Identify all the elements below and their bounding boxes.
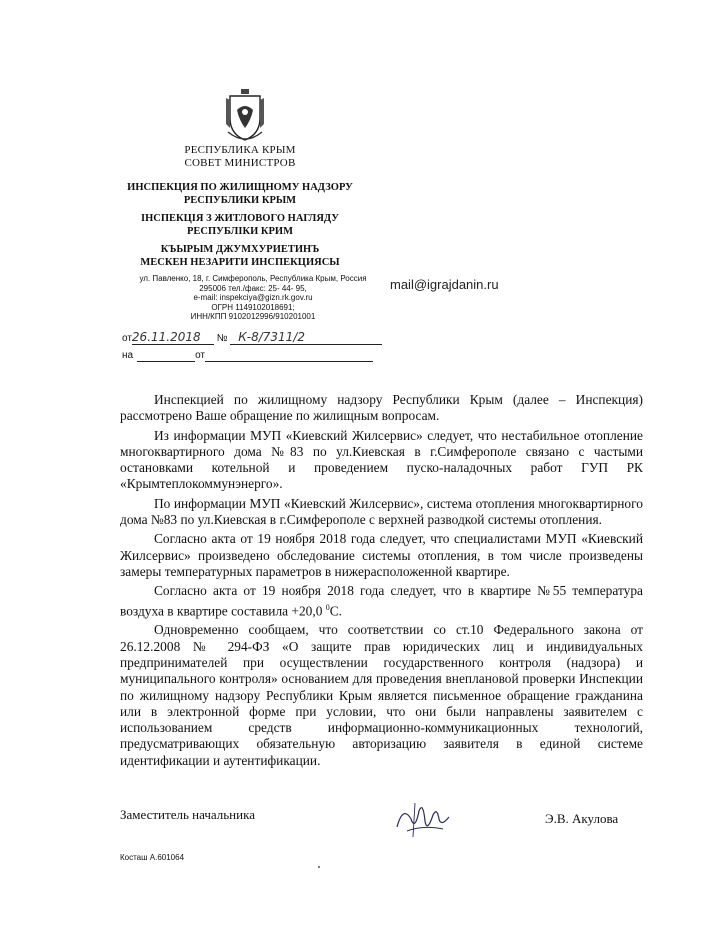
- inspection-ru-line-1: ИНСПЕКЦИЯ ПО ЖИЛИЩНОМУ НАДЗОРУ: [127, 182, 353, 193]
- reply-to-line: [122, 350, 373, 362]
- degree-mark: 0: [325, 602, 330, 612]
- inspection-ct: [105, 243, 375, 269]
- address-line-4: ОГРН 1149102018691;: [211, 302, 295, 312]
- address-line-2: 295006 тел./факс: 25- 44- 95,: [199, 283, 307, 293]
- inspection-ru-line-2: РЕСПУБЛИКИ КРЫМ: [183, 195, 297, 206]
- address-line-5: ИНН/КПП 9102012996/910201001: [190, 312, 316, 322]
- address-block: [133, 274, 373, 322]
- reply-on-label: на: [122, 350, 134, 361]
- ref-date: 26.11.2018: [131, 330, 201, 344]
- paragraph-5: [120, 583, 643, 619]
- inspection-ua: [105, 212, 375, 238]
- inspection-ct-line-1: КЪЫРЫМ ДЖУМХУРИЕТИНЪ: [160, 244, 320, 255]
- inspection-ua-line-1: ІНСПЕКЦІЯ З ЖИТЛОВОГО НАГЛЯДУ: [141, 213, 339, 224]
- paragraph-4: Согласно акта от 19 ноября 2018 года следует, что специалистами МУП «Киевский Жилсервис» произведено обследование системы отопления, в том числе произведены замеры температурных параметров в нижерасположенной квартире.: [120, 531, 643, 579]
- temperature-unit: С.: [329, 603, 343, 619]
- org-line-1: РЕСПУБЛИКА КРЫМ: [184, 144, 296, 156]
- inspection-ru: [105, 181, 375, 207]
- handwritten-signature: [393, 797, 453, 839]
- address-line-1: ул. Павленко, 18, г. Симферополь, Республика Крым, Россия: [139, 274, 367, 283]
- letter-body: [120, 392, 643, 772]
- signatory-title: Заместитель начальника: [120, 807, 255, 822]
- paragraph-2: Из информации МУП «Киевский Жилсервис» следует, что нестабильное отопление многоквартирного дома №83 по ул.Киевская в г.Симферополе связано с частыми остановками котельной и проведением пуско-наладочных работ ГУП РК «Крымтеплокоммунэнерго».: [120, 427, 643, 492]
- paragraph-1: Инспекцией по жилищному надзору Республики Крым (далее – Инспекция) рассмотрено Ваше обращение по жилищным вопросам.: [120, 392, 643, 424]
- ref-number: К-8/7311/2: [238, 330, 305, 344]
- paragraph-5-text: Согласно акта от 19 ноября 2018 года следует, что в квартире №55 температура воздуха в квартире составила +20,0: [120, 583, 643, 619]
- address-line-3: e-mail: inspekciya@gizn.rk.gov.ru: [193, 293, 313, 303]
- paragraph-6: Одновременно сообщаем, что соответствии со ст.10 Федерального закона от 26.12.2008 № 294-ФЗ «О защите прав юридических лиц и индивидуальных предпринимателей при осуществлении государственного контроля (надзора) и муниципального контроля» основанием для проведения внеплановой проверки Инспекции по жилищному надзору Республики Крым является письменное обращение гражданина или в электронной форме при условии, что они были направлены заявителем с использованием средств информационно-коммуникационных технологий, предусматривающих обязательную авторизацию заявителя в единой системе идентификации и аутентификации.: [120, 622, 643, 768]
- ref-no-label: №: [216, 333, 228, 344]
- reply-from-label: от: [195, 350, 206, 361]
- executor-note: Косташ А.601064: [120, 853, 185, 862]
- inspection-ct-line-2: МЕСКЕН НЕЗАРИТИ ИНСПЕКЦИЯСЫ: [140, 257, 340, 268]
- org-line-2: СОВЕТ МИНИСТРОВ: [184, 157, 296, 169]
- inspection-ua-line-2: РЕСПУБЛІКИ КРИМ: [187, 226, 293, 237]
- paragraph-3: По информации МУП «Киевский Жилсервис», система отопления многоквартирного дома №83 по ул.Киевская в г.Симферополе с верхней разводкой системы отопления.: [120, 495, 643, 528]
- organization-header: [105, 144, 375, 170]
- scan-speck: [318, 866, 320, 868]
- ref-from-label: от: [122, 333, 132, 344]
- signatory-name: Э.В. Акулова: [545, 811, 619, 826]
- recipient-email: mail@igrajdanin.ru: [390, 277, 499, 292]
- reference-line: [122, 330, 382, 345]
- crimea-coat-of-arms: [222, 88, 268, 144]
